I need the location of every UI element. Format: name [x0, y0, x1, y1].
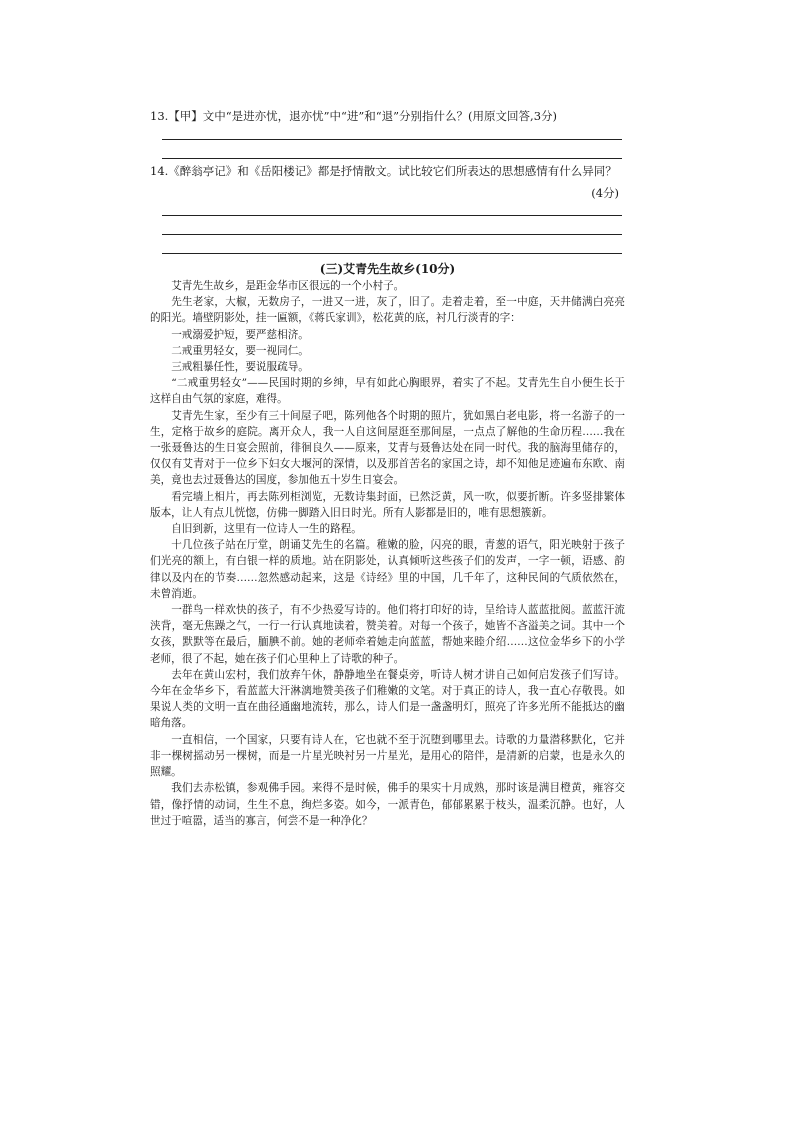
article-paragraph: “二戒重男轻女”——民国时期的乡绅，早有如此心胸眼界，着实了不起。艾青先生自小便生长于这样自由气氛的家庭，难得。 [150, 377, 625, 406]
article-paragraph: 艾青先生故乡，是距金华市区很远的一个小村子。 [171, 280, 405, 292]
article-paragraph: 先生老家，大椒，无数房子，一进又一进，灰了，旧了。走着走着，至一中庭，天井储满白亮亮的阳光。墙壁阴影处，挂一匾额，《蒋氏家训》，松花黄的底，衬几行淡青的字： [150, 296, 625, 325]
family-rule: 一戒溺爱护短，要严慈相济。 [171, 328, 309, 341]
answer-line [162, 253, 622, 254]
article-paragraph: 去年在黄山宏村，我们放弃午休，静静地坐在餐桌旁，听诗人树才讲自己如何启发孩子们写诗。今年在金华乡下，看蓝蓝大汗淋漓地赞美孩子们稚嫩的文笔。对于真正的诗人，我一直心存敬畏。如果说人类的文明一直在曲径通幽地流转，那么，诗人们是一盏盏明灯，照亮了许多光所不能抵达的幽暗角落。 [150, 668, 625, 730]
article-paragraph: 一群鸟一样欢快的孩子，有不少热爱写诗的。他们将打印好的诗，呈给诗人蓝蓝批阅。蓝蓝汗流浃背，毫无焦躁之气，一行一行认真地读着，赞美着。对每一个孩子，她皆不吝溢美之词。其中一个女孩，默默等在最后，腼腆不前。她的老师牵着她走向蓝蓝，帮她来睦介绍……这位金华乡下的小学老师，很了不起，她在孩子们心里种上了诗歌的种子。 [150, 604, 625, 665]
answer-line [162, 215, 622, 216]
article-body [150, 278, 625, 829]
family-rule: 二戒重男轻女，要一视同仁。 [171, 344, 309, 357]
article-paragraph: 看完墙上相片，再去陈列柜浏览，无数诗集封面，已然泛黄，风一吹，似要折断。许多竖排繁体版本，让人有点儿恍惚，仿佛一脚踏入旧日时光。所有人影都是旧的，唯有思想簇新。 [150, 490, 625, 519]
family-rule: 三戒粗暴任性，要说服疏导。 [171, 361, 309, 374]
answer-line [162, 234, 622, 235]
article-title: (三)艾青先生故乡(10分) [319, 262, 456, 276]
answer-line [162, 158, 622, 159]
article-paragraph: 我们去赤松镇，参观佛手园。来得不是时候，佛手的果实十月成熟，那时该是满目橙黄，雍容交错，像抒情的动词，生生不息，绚烂多姿。如今，一派青色，郁郁累累于枝头，温柔沉静。也好，人世过于喧嚣，适当的寡言，何尝不是一种净化？ [150, 782, 625, 827]
article-paragraph: 自旧到新，这里有一位诗人一生的路程。 [171, 523, 362, 536]
article-paragraph: 艾青先生家，至少有三十间屋子吧，陈列他各个时期的照片，犹如黑白老电影，将一名游子的一生，定格于故乡的庭院。离开众人，我一人自这间屋逛至那间屋，一点点了解他的生命历程……我在一张聂鲁达的生日宴会照前，徘徊良久——原来，艾青与聂鲁达处在同一时代。我的脑海里储存的，仅仅有艾青对于一位乡下妇女大堰河的深情，以及那首苦名的家国之诗，却不知他足迹遍布东欧、南美，竟也去过聂鲁达的国度，参加他五十岁生日宴会。 [150, 409, 625, 487]
article-paragraph: 一直相信，一个国家，只要有诗人在，它也就不至于沉堕到哪里去。诗歌的力量潜移默化，它并非一棵树摇动另一棵树，而是一片星光映衬另一片星光，是用心的陪伴，是清新的启蒙，也是永久的照耀。 [150, 733, 625, 779]
question-13: 13.【甲】文中“是进亦忧，退亦忧”中“进”和“退”分别指什么？(用原文回答,3分) [150, 109, 558, 123]
article-paragraph: 十几位孩子站在厅堂，朗诵艾先生的名篇。稚嫩的脸，闪亮的眼，青葱的语气，阳光映射于孩子们光亮的额上，有白银一样的质地。站在阴影处，认真倾听这些孩子们的发声，一字一顿，语感、韵律以及内在的节奏……忽然感动起来，这是《诗经》里的中国，几千年了，这种民间的气质依然在，未曾消逝。 [150, 539, 625, 600]
answer-line [162, 139, 622, 140]
question-14-points: (4分) [591, 186, 619, 200]
question-14: 14.《醉翁亭记》和《岳阳楼记》都是抒情散文。试比较它们所表达的思想感情有什么异同？ [150, 164, 617, 178]
